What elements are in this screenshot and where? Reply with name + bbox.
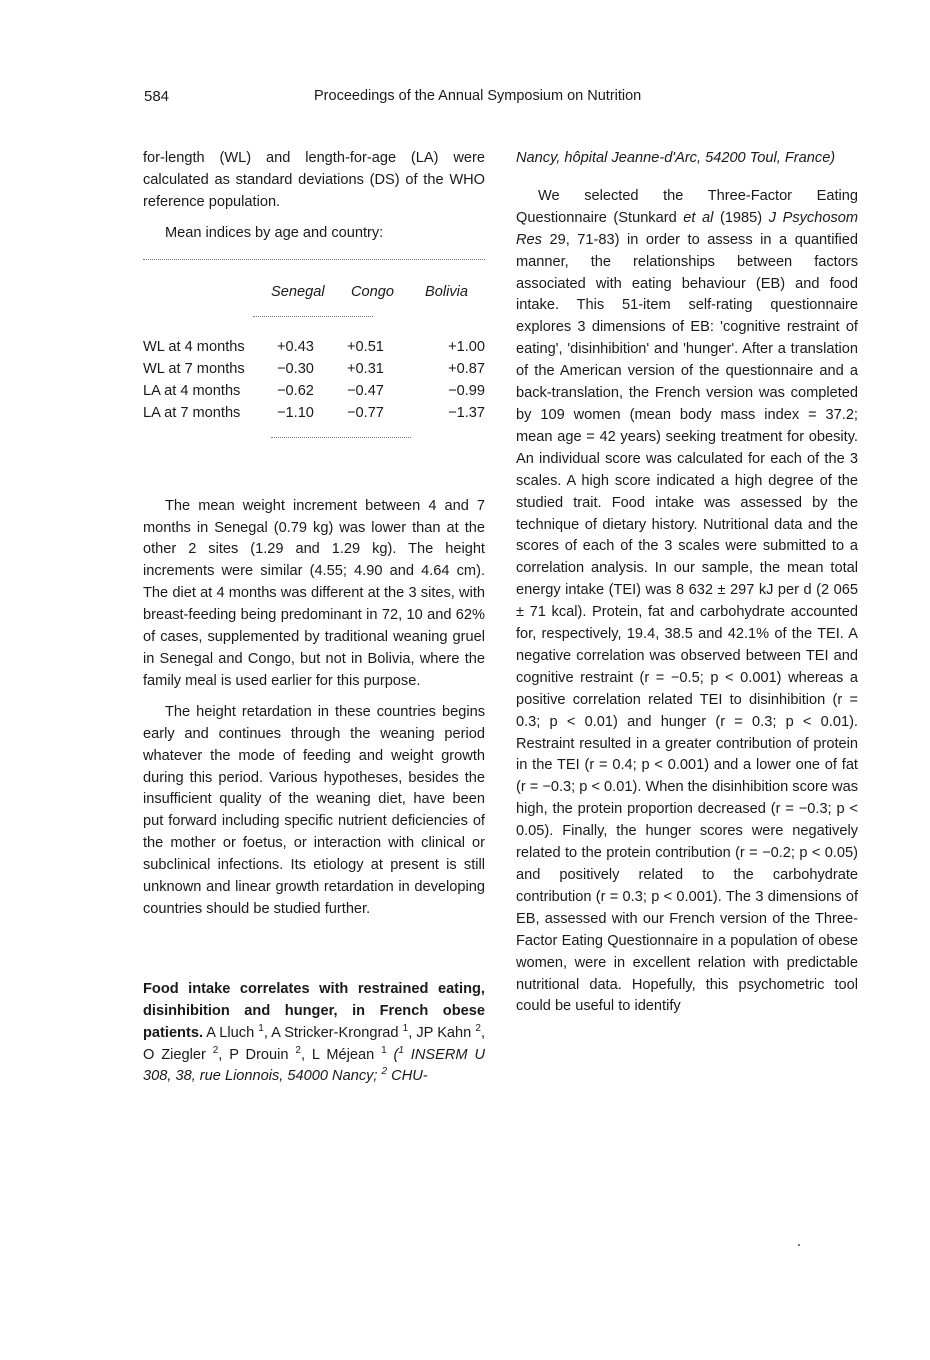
cell-value: +0.87 [448,360,485,377]
col-header-senegal: Senegal [271,283,325,300]
cell-value: −0.47 [347,382,384,399]
cell-value: −0.99 [448,382,485,399]
table-row [143,403,485,425]
author: , O Ziegler [143,1024,485,1063]
table-row [143,381,485,403]
cell-value: +1.00 [448,338,485,355]
affiliation-mark: 2 [295,1044,301,1056]
affiliation-mark: 1 [398,1044,404,1056]
row-label: LA at 4 months [143,382,241,399]
page-number: 584 [144,88,170,105]
author: , L Méjean [300,1046,382,1063]
col-header-congo: Congo [351,283,395,300]
col-header-bolivia: Bolivia [425,283,468,300]
table-row [143,359,485,381]
affiliation-open: ( [386,1046,399,1063]
affiliation: CHU- [387,1068,428,1085]
cell-value: −0.62 [277,382,314,399]
row-label: LA at 7 months [143,404,241,421]
affiliation-mark: 1 [258,1022,264,1034]
paragraph: The mean weight increment between 4 and 7 months in Senegal (0.79 kg) was lower than at the other 2 sites (1.29 and 1.29 kg). The height increments were similar (4.55; 4.90 and 4.64 cm). The diet at 4 months was different at the 3 sites, with breast-feeding being predominant in 72, 10 and 62% of cases, supplemented by traditional weaning gruel in Senegal and Congo, but not in Bolivia, where the family meal is used earlier for this purpose. [143,497,485,689]
table-header-rule [253,316,373,317]
affiliation-mark: 1 [381,1044,387,1056]
page-speck [798,1244,800,1246]
abstract-body: We selected the Three-Factor Eating Questionnaire (Stunkard et al (1985) J Psychosom Res 29, 71-83) in order to assess in a quantified manner, the relationships between factors associated with eating behaviour (EB) and food intake. This 51-item self-rating questionnaire explores 3 dimensions of EB: 'cognitive restraint of eating', 'disinhibition' and 'hunger'. After a translation of the American version of the questionnaire and a back-translation, the French version was completed by 109 women (mean body mass index = 37.2; mean age = 42 years) seeking treatment for obesity. An individual score was calculated for each of the 3 scales. A high score indicated a high degree of the studied trait. Food intake was assessed by the technique of dietary history. Nutritional data and the scores of each of the 3 scales were submitted to a correlation analysis. In our sample, the mean total energy intake (TEI) was 8 632 ± 297 kJ per d (2 065 ± 71 kcal). Protein, fat and carbohydrate accounted for, respectively, 19.4, 38.5 and 42.1% of the TEI. A negative correlation was observed between TEI and cognitive restraint (r = −0.5; p < 0.001) whereas a positive correlation related TEI to disinhibition (r = 0.3; p < 0.01) and hunger (r = 0.3; p < 0.01). Restraint resulted in a greater contribution of protein in the TEI (r = 0.4; p < 0.001) and a lower one of fat (r = −0.3; p < 0.01). When the disinhibition score was high, the protein proportion decreased (r = −0.3; p < 0.05). Finally, the hunger scores were negatively related to the protein contribution (r = −0.2; p < 0.05) and positively related to the carbohydrate contribution (r = 0.3; p < 0.001). The 3 dimensions of EB, assessed with our French version of the Three-Factor Eating Questionnaire in a population of obese women, were in excellent relation with predictable nutritional data. Hopefully, this psychometric tool could be useful to identify [516,187,859,1015]
abstract-title: Food intake correlates with restrained eating, disinhibition and hunger, in French obese patients. [143,980,485,1041]
cell-value: −1.37 [448,404,485,421]
table-intro: Mean indices by age and country: [165,224,384,241]
table-bottom-rule [271,437,411,438]
abstract-heading [143,979,485,1089]
affiliation-mark: 2 [212,1044,219,1056]
author: , JP Kahn [408,1024,476,1041]
author: , P Drouin [218,1046,296,1063]
running-title: Proceedings of the Annual Symposium on Nutrition [314,88,642,104]
affiliation-continued: Nancy, hôpital Jeanne-d'Arc, 54200 Toul, France) [516,150,836,166]
table-row [143,337,485,359]
cell-value: −0.30 [277,360,314,377]
right-column [516,148,858,1018]
table-header-row [143,282,485,304]
author: A Lluch [203,1024,259,1041]
cell-value: +0.51 [347,338,384,355]
table-top-rule [143,259,485,260]
affiliation-mark: 1 [402,1022,409,1034]
paragraph: The height retardation in these countries begins early and continues through the weaning period whatever the mode of feeding and weight growth during this period. Various hypotheses, besides the insufficient quality of the weaning diet, have been put forward including specific nutrient deficiencies of the mother or foetus, or interaction with clinical or subclinical infections. Its etiology at present is still unknown and linear growth retardation in developing countries should be studied further. [143,703,485,917]
cell-value: +0.31 [347,360,384,377]
affiliation-mark: 2 [381,1066,388,1078]
mean-indices-table [143,259,485,438]
left-column [143,148,485,1088]
affiliation-mark: 2 [475,1022,481,1034]
row-label: WL at 7 months [143,360,245,377]
paragraph-continued: for-length (WL) and length-for-age (LA) were calculated as standard deviations (DS) of the WHO reference population. [143,150,485,210]
cell-value: −1.10 [277,404,314,421]
cell-value: −0.77 [347,404,384,421]
affiliation: INSERM U 308, 38, rue Lionnois, 54000 Nancy; [143,1046,485,1085]
journal-name: J Psychosom Res [516,209,859,248]
cell-value: +0.43 [277,338,314,355]
row-label: WL at 4 months [143,338,245,355]
author: , A Stricker-Krongrad [263,1024,403,1041]
